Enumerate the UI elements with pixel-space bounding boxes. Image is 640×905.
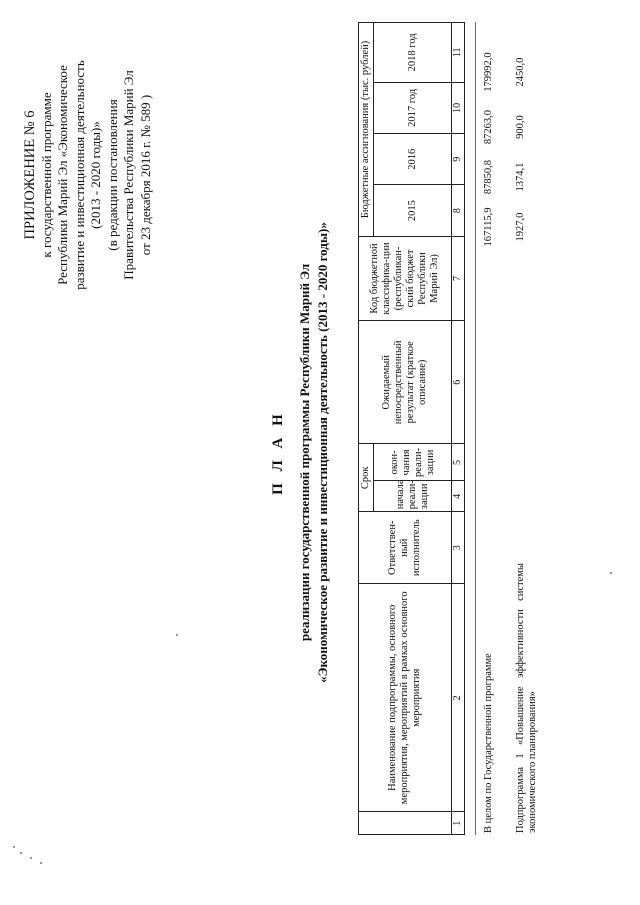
header-executor: Ответствен-ный исполнитель: [359, 512, 452, 584]
col-number: 5: [452, 444, 465, 481]
appendix-title: ПРИЛОЖЕНИЕ № 6: [22, 110, 38, 240]
header-year: 2017 год: [374, 82, 452, 133]
header-result: Ожидаемый непосредственный результат (краткое описание): [359, 321, 452, 444]
scan-speck: [40, 862, 42, 864]
appendix-line: (2013 - 2020 годы)»: [88, 121, 103, 229]
header-year: 2015: [374, 185, 452, 236]
row-value: 179992,0: [483, 52, 494, 92]
col-number: 2: [452, 584, 465, 812]
col-number: 3: [452, 512, 465, 584]
row-value: 167115,9: [483, 207, 494, 247]
appendix-block: [22, 10, 154, 340]
header-code: Код бюджетной классифика-ции (республикан-ский бюджет Республики Марий Эл): [359, 236, 452, 320]
header-budget: Бюджетные ассигнования (тыс. рублей): [359, 23, 374, 237]
col-number: 1: [452, 812, 465, 835]
scan-speck: [13, 846, 15, 848]
row-value: 900,0: [515, 115, 526, 139]
row-value: 87263,0: [483, 109, 494, 145]
header-year: 2016: [374, 134, 452, 185]
row-name: В целом по Государственной программе: [483, 653, 494, 833]
col-number: 4: [452, 481, 465, 512]
header-start: начала реали-зации: [374, 481, 452, 512]
row-name: Подпрограмма 1 «Повышение эффективности системы экономического планирования»: [515, 563, 538, 833]
appendix-line: Республики Марий Эл «Экономическое: [55, 65, 70, 285]
scan-speck: [610, 572, 612, 574]
plan-subtitle: реализации государственной программы Республики Марий Эл: [297, 263, 312, 642]
appendix-line: развитие и инвестиционная деятельность: [71, 60, 87, 290]
plan-table: [358, 22, 465, 835]
col-number: 6: [452, 321, 465, 444]
header-term: Срок: [359, 444, 374, 512]
header-col-1: [359, 812, 452, 835]
row-value: 1927,0: [515, 212, 526, 242]
appendix-line: к государственной программе: [38, 92, 54, 258]
appendix-line: от 23 декабря 2016 г. № 589 ): [137, 94, 153, 256]
appendix-line: (в редакции постановления: [104, 99, 120, 251]
col-number: 9: [452, 134, 465, 185]
col-number: 7: [452, 236, 465, 320]
scan-speck: [30, 857, 32, 859]
plan-subtitle-program: «Экономическое развитие и инвестиционная деятельность (2013 - 2020 годы)»: [315, 222, 330, 683]
header-name: Наименование подпрограммы, основного мероприятия, мероприятий в рамках основного мероприятия: [359, 584, 452, 812]
col-number: 11: [452, 23, 465, 83]
row-value: 2450,0: [515, 57, 526, 87]
row-value: 87850,8: [483, 159, 494, 195]
table-divider: [475, 22, 476, 835]
plan-title: П Л А Н: [270, 410, 286, 495]
col-number: 8: [452, 185, 465, 236]
scan-speck: [176, 634, 178, 636]
appendix-line: Правительства Республики Марий Эл: [121, 70, 136, 280]
scan-speck: [20, 852, 22, 854]
col-number: 10: [452, 82, 465, 133]
header-year: 2018 год: [374, 23, 452, 83]
row-value: 1374,1: [515, 162, 526, 192]
header-end: окон-чания реали-зации: [374, 444, 452, 481]
